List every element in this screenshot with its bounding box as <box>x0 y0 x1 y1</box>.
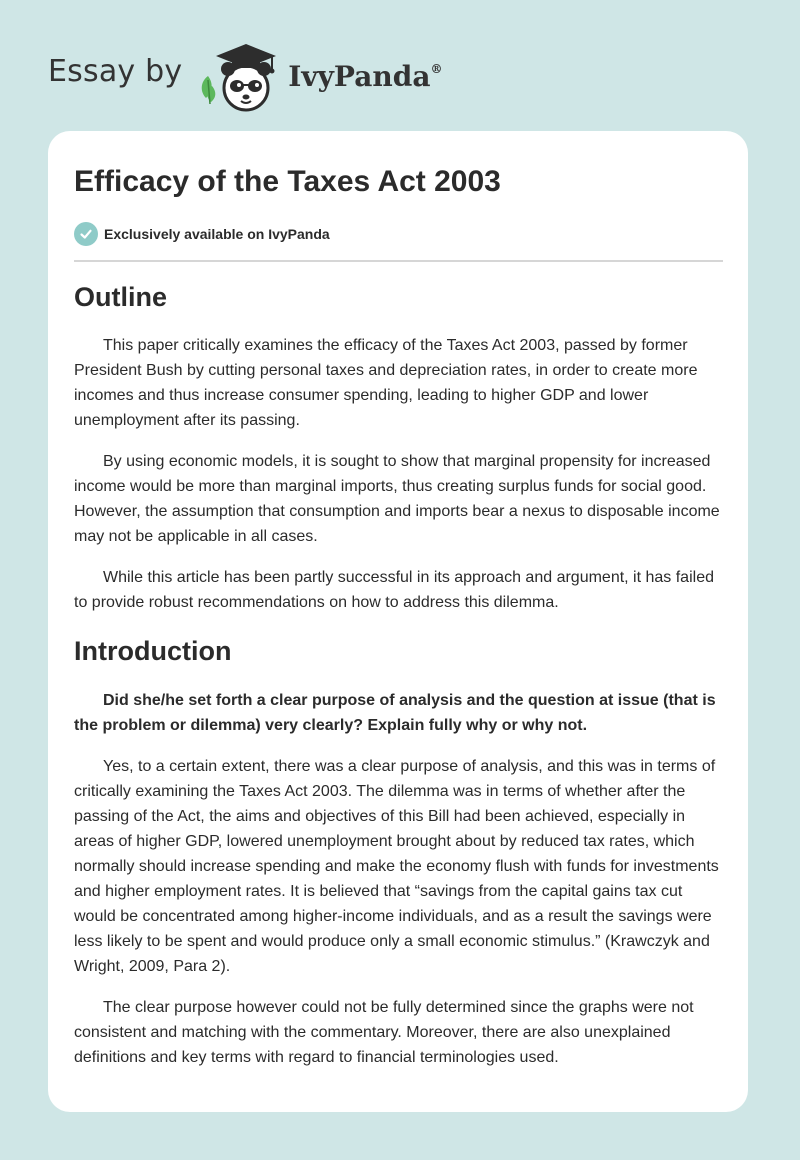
question-paragraph: Did she/he set forth a clear purpose of analysis and the question at issue (that is the problem or dilemma) very clearly? Explain fully why or why not. <box>74 691 716 734</box>
divider <box>74 260 723 262</box>
brand-name: IvyPanda® <box>288 59 443 93</box>
panda-logo-icon <box>194 36 286 112</box>
brand-prefix: Essay by <box>48 53 183 89</box>
paragraph: This paper critically examines the efficacy of the Taxes Act 2003, passed by former President Bush by cutting personal taxes and depreciation rates, in order to create more incomes and thus increase consumer spending, leading to higher GDP and lower unemployment after its passing. <box>74 337 698 430</box>
paragraph: The clear purpose however could not be fully determined since the graphs were not consistent and matching with the commentary. Moreover, there are also unexplained definitions and key terms with regard to financial terminologies used. <box>74 998 694 1066</box>
section-outline <box>74 281 723 615</box>
page-title: Efficacy of the Taxes Act 2003 <box>74 165 501 198</box>
paragraph: Yes, to a certain extent, there was a clear purpose of analysis, and this was in terms of critically examining the Taxes Act 2003. The dilemma was in terms of whether after the passing of the Act, the aims and objectives of this Bill had been achieved, especially in areas of higher GDP, lowered unemployment brought about by reduced tax rates, which normally should increase spending and make the economy flush with funds for investments and higher employment rates. It is believed that “savings from the capital gains tax cut would be concentrated among higher-income individuals, and as a result the savings were less likely to be spent and would produce only a small economic stimulus.” (Krawczyk and Wright, 2009, Para 2). <box>74 757 719 975</box>
paragraph: By using economic models, it is sought to show that marginal propensity for increased income would be more than marginal imports, thus creating surplus funds for social good. However, the assumption that consumption and imports bear a nexus to disposable income may not be applicable in all cases. <box>74 453 720 546</box>
check-icon <box>74 222 98 246</box>
section-heading: Outline <box>74 282 167 312</box>
paragraph: While this article has been partly successful in its approach and argument, it has failed to provide robust recommendations on how to address this dilemma. <box>74 569 714 612</box>
article-body <box>74 281 723 1086</box>
section-heading: Introduction <box>74 636 232 667</box>
trademark: ® <box>430 61 443 76</box>
exclusive-text: Exclusively available on IvyPanda <box>104 226 330 242</box>
section-introduction <box>74 635 723 1069</box>
essay-card <box>48 131 748 1112</box>
exclusive-badge <box>74 222 330 246</box>
brand-header <box>48 36 442 112</box>
